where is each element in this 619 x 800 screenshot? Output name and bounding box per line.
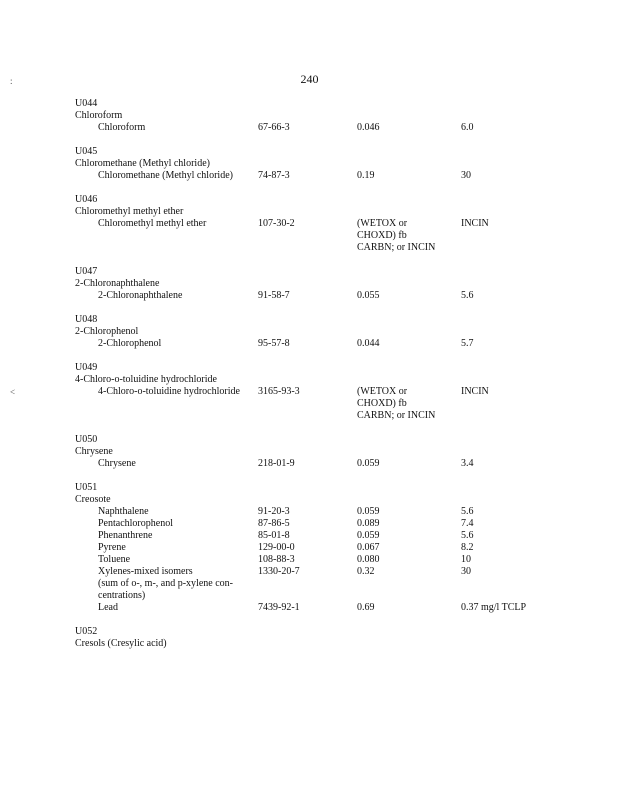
constituent-name: Xylenes-mixed isomers: [98, 566, 193, 577]
waste-description: 2-Chlorophenol: [75, 326, 139, 337]
wastewater-standard: 0.055: [357, 290, 380, 301]
constituent-row: [75, 602, 555, 614]
constituent-row: [75, 590, 555, 602]
cas-number: 3165-93-3: [258, 386, 300, 397]
constituent-name: Phenanthrene: [98, 530, 153, 541]
cas-number: 129-00-0: [258, 542, 295, 553]
wastewater-standard: 0.059: [357, 530, 380, 541]
constituent-name: (sum of o-, m-, and p-xylene con-: [98, 578, 233, 589]
constituent-row: [75, 230, 555, 242]
wastewater-standard: 0.059: [357, 506, 380, 517]
cas-number: 108-88-3: [258, 554, 295, 565]
waste-entry: [75, 98, 555, 134]
wastewater-standard: CARBN; or INCIN: [357, 242, 436, 253]
wastewater-standard: 0.32: [357, 566, 375, 577]
waste-code: U049: [75, 362, 98, 373]
constituent-name: centrations): [98, 590, 146, 601]
nonwastewater-standard: 30: [461, 566, 471, 577]
wastewater-standard: 0.067: [357, 542, 380, 553]
nonwastewater-standard: 8.2: [461, 542, 474, 553]
wastewater-standard: (WETOX or: [357, 386, 408, 397]
cas-number: 74-87-3: [258, 170, 290, 181]
constituent-row: [75, 578, 555, 590]
waste-code: U045: [75, 146, 98, 157]
waste-description: Chloroform: [75, 110, 123, 121]
constituent-name: Toluene: [98, 554, 131, 565]
constituent-name: Chloroform: [98, 122, 146, 133]
cas-number: 1330-20-7: [258, 566, 300, 577]
cas-number: 91-20-3: [258, 506, 290, 517]
constituent-row: [75, 458, 555, 470]
wastewater-standard: 0.080: [357, 554, 380, 565]
nonwastewater-standard: 0.37 mg/l TCLP: [461, 602, 527, 613]
constituent-name: Chrysene: [98, 458, 136, 469]
nonwastewater-standard: 5.6: [461, 506, 474, 517]
wastewater-standard: 0.69: [357, 602, 375, 613]
waste-code: U052: [75, 626, 98, 637]
waste-code: U051: [75, 482, 98, 493]
nonwastewater-standard: INCIN: [461, 386, 489, 397]
waste-entry: [75, 362, 555, 422]
waste-code: U050: [75, 434, 98, 445]
cas-number: 218-01-9: [258, 458, 295, 469]
wastewater-standard: 0.19: [357, 170, 375, 181]
wastewater-standard: 0.046: [357, 122, 380, 133]
waste-entry: [75, 266, 555, 302]
wastewater-standard: CARBN; or INCIN: [357, 410, 436, 421]
waste-description: Chloromethyl methyl ether: [75, 206, 184, 217]
waste-description: Creosote: [75, 494, 111, 505]
constituent-row: [75, 410, 555, 422]
margin-mark: <: [10, 387, 16, 397]
waste-entry: [75, 626, 555, 650]
wastewater-standard: 0.044: [357, 338, 380, 349]
waste-description: Chrysene: [75, 446, 113, 457]
constituent-row: [75, 530, 555, 542]
constituent-row: [75, 518, 555, 530]
page-number: 240: [300, 72, 319, 86]
constituent-name: Pyrene: [98, 542, 126, 553]
waste-entry: [75, 146, 555, 182]
margin-mark: :: [10, 76, 13, 86]
cas-number: 67-66-3: [258, 122, 290, 133]
constituent-name: 4-Chloro-o-toluidine hydrochloride: [98, 386, 240, 397]
constituent-name: Lead: [98, 602, 118, 613]
constituent-row: [75, 566, 555, 578]
wastewater-standard: 0.059: [357, 458, 380, 469]
constituent-row: [75, 398, 555, 410]
constituent-name: Chloromethyl methyl ether: [98, 218, 207, 229]
constituent-row: [75, 386, 555, 398]
waste-entry: [75, 482, 555, 614]
waste-code: U046: [75, 194, 98, 205]
nonwastewater-standard: 5.6: [461, 530, 474, 541]
wastewater-standard: (WETOX or: [357, 218, 408, 229]
wastewater-standard: CHOXD) fb: [357, 230, 407, 241]
waste-entry: [75, 194, 555, 254]
constituent-row: [75, 218, 555, 230]
nonwastewater-standard: 5.6: [461, 290, 474, 301]
constituent-name: 2-Chlorophenol: [98, 338, 162, 349]
cas-number: 87-86-5: [258, 518, 290, 529]
constituent-row: [75, 122, 555, 134]
nonwastewater-standard: 30: [461, 170, 471, 181]
constituent-row: [75, 242, 555, 254]
constituent-row: [75, 542, 555, 554]
constituent-name: 2-Chloronaphthalene: [98, 290, 183, 301]
waste-description: Cresols (Cresylic acid): [75, 638, 167, 649]
cas-number: 91-58-7: [258, 290, 290, 301]
wastewater-standard: CHOXD) fb: [357, 398, 407, 409]
waste-code-list: [75, 98, 555, 662]
constituent-name: Naphthalene: [98, 506, 149, 517]
constituent-row: [75, 338, 555, 350]
constituent-name: Pentachlorophenol: [98, 518, 173, 529]
cas-number: 107-30-2: [258, 218, 295, 229]
waste-description: Chloromethane (Methyl chloride): [75, 158, 210, 169]
cas-number: 7439-92-1: [258, 602, 300, 613]
constituent-row: [75, 554, 555, 566]
nonwastewater-standard: INCIN: [461, 218, 489, 229]
waste-code: U048: [75, 314, 98, 325]
cas-number: 85-01-8: [258, 530, 290, 541]
constituent-name: Chloromethane (Methyl chloride): [98, 170, 233, 181]
cas-number: 95-57-8: [258, 338, 290, 349]
constituent-row: [75, 290, 555, 302]
constituent-row: [75, 506, 555, 518]
waste-description: 4-Chloro-o-toluidine hydrochloride: [75, 374, 217, 385]
constituent-row: [75, 170, 555, 182]
waste-entry: [75, 314, 555, 350]
nonwastewater-standard: 3.4: [461, 458, 474, 469]
waste-entry: [75, 434, 555, 470]
nonwastewater-standard: 7.4: [461, 518, 474, 529]
waste-code: U044: [75, 98, 98, 109]
waste-description: 2-Chloronaphthalene: [75, 278, 160, 289]
nonwastewater-standard: 6.0: [461, 122, 474, 133]
nonwastewater-standard: 5.7: [461, 338, 474, 349]
nonwastewater-standard: 10: [461, 554, 471, 565]
waste-code: U047: [75, 266, 98, 277]
wastewater-standard: 0.089: [357, 518, 380, 529]
